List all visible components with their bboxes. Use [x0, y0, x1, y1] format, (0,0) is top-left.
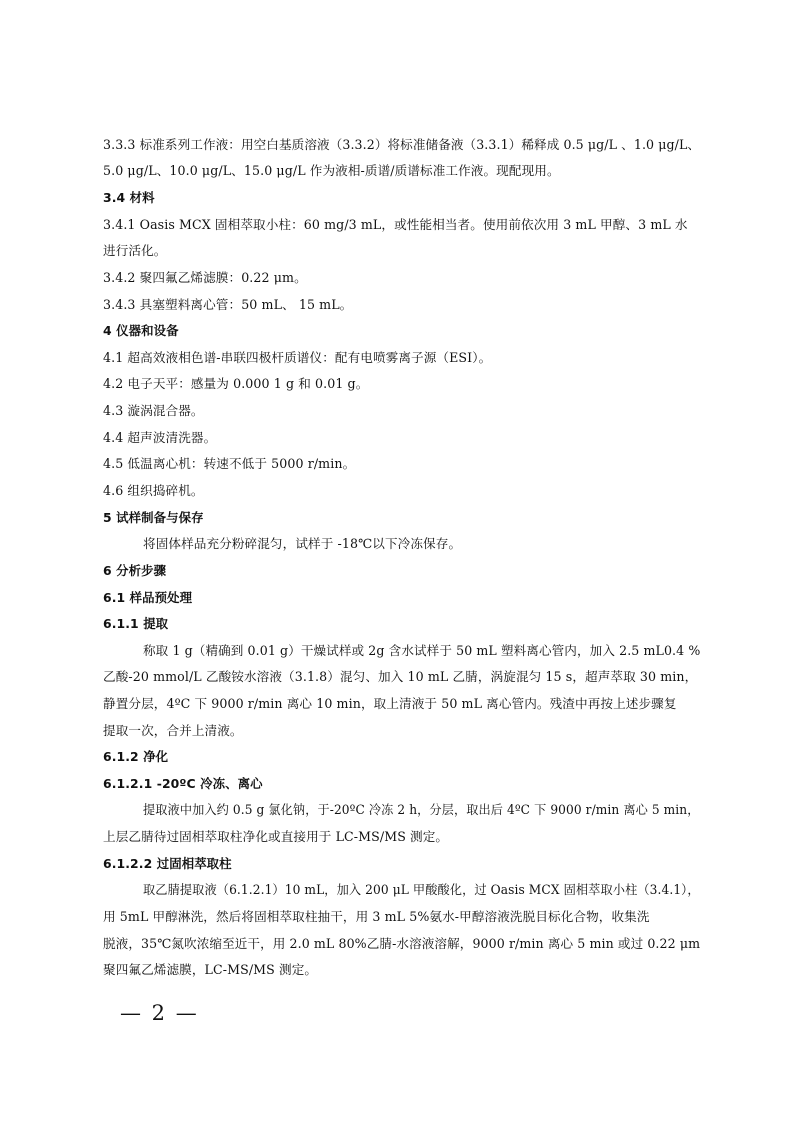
text-line: 称取 1 g（精确到 0.01 g）干燥试样或 2g 含水试样于 50 mL 塑料离心管内，加入 2.5 mL0.4 % [143, 643, 701, 658]
section-heading-6-1-1: 6.1.1 提取 [103, 616, 169, 631]
page-number: — 2 — [120, 1001, 199, 1025]
section-heading-4: 4 仪器和设备 [103, 323, 179, 338]
section-heading-3-4: 3.4 材料 [103, 190, 155, 205]
text-line: 进行活化。 [103, 243, 167, 258]
text-line: 提取液中加入约 0.5 g 氯化钠，于-20ºC 冷冻 2 h，分层，取出后 4ºC 下 9000 r/min 离心 5 min， [143, 802, 700, 817]
text-line: 脱液，35℃氮吹浓缩至近干，用 2.0 mL 80%乙腈-水溶液溶解，9000 r/min 离心 5 min 或过 0.22 μm [103, 936, 701, 951]
text-line-4-6: 4.6 组织捣碎机。 [103, 483, 204, 498]
section-heading-6-1-2-2: 6.1.2.2 过固相萃取柱 [103, 856, 232, 871]
text-line: 用 5mL 甲醇淋洗，然后将固相萃取柱抽干，用 3 mL 5%氨水-甲醇溶液洗脱目标化合物，收集洗 [103, 909, 650, 924]
text-line: 取乙腈提取液（6.1.2.1）10 mL，加入 200 μL 甲酸酸化，过 Oasis MCX 固相萃取小柱（3.4.1）， [143, 882, 700, 897]
text-line-4-4: 4.4 超声波清洗器。 [103, 430, 217, 445]
text-line-4-2: 4.2 电子天平：感量为 0.000 1 g 和 0.01 g。 [103, 376, 369, 391]
text-line-3-4-3: 3.4.3 具塞塑料离心管：50 mL、 15 mL。 [103, 297, 353, 312]
text-line-4-3: 4.3 漩涡混合器。 [103, 403, 204, 418]
text-line-3-4-2: 3.4.2 聚四氟乙烯滤膜：0.22 μm。 [103, 270, 307, 285]
text-line: 将固体样品充分粉碎混匀，试样于 -18℃以下冷冻保存。 [143, 536, 462, 551]
text-line: 聚四氟乙烯滤膜，LC-MS/MS 测定。 [103, 962, 318, 977]
text-line: 静置分层，4ºC 下 9000 r/min 离心 10 min，取上清液于 50 mL 离心管内。残渣中再按上述步骤复 [103, 696, 677, 711]
text-line: 5.0 μg/L、10.0 μg/L、15.0 μg/L 作为液相-质谱/质谱标准工作液。现配现用。 [103, 163, 560, 178]
text-line: 上层乙腈待过固相萃取柱净化或直接用于 LC-MS/MS 测定。 [103, 829, 449, 844]
section-heading-5: 5 试样制备与保存 [103, 510, 204, 525]
text-line: 提取一次，合并上清液。 [103, 723, 243, 738]
section-heading-6-1: 6.1 样品预处理 [103, 590, 193, 605]
text-line-3-4-1: 3.4.1 Oasis MCX 固相萃取小柱：60 mg/3 mL，或性能相当者。使用前依次用 3 mL 甲醇、3 mL 水 [103, 217, 688, 232]
text-line-3-3-3: 3.3.3 标准系列工作液：用空白基质溶液（3.3.2）将标准储备液（3.3.1）稀释成 0.5 μg/L 、1.0 μg/L、 [103, 137, 701, 152]
section-heading-6: 6 分析步骤 [103, 563, 167, 578]
text-line-4-5: 4.5 低温离心机：转速不低于 5000 r/min。 [103, 456, 356, 471]
text-line-4-1: 4.1 超高效液相色谱-串联四极杆质谱仪：配有电喷雾离子源（ESI）。 [103, 350, 492, 365]
section-heading-6-1-2-1: 6.1.2.1 -20ºC 冷冻、离心 [103, 776, 263, 791]
text-line: 乙酸-20 mmol/L 乙酸铵水溶液（3.1.8）混匀、加入 10 mL 乙腈，涡旋混匀 15 s，超声萃取 30 min， [103, 669, 698, 684]
section-heading-6-1-2: 6.1.2 净化 [103, 749, 169, 764]
